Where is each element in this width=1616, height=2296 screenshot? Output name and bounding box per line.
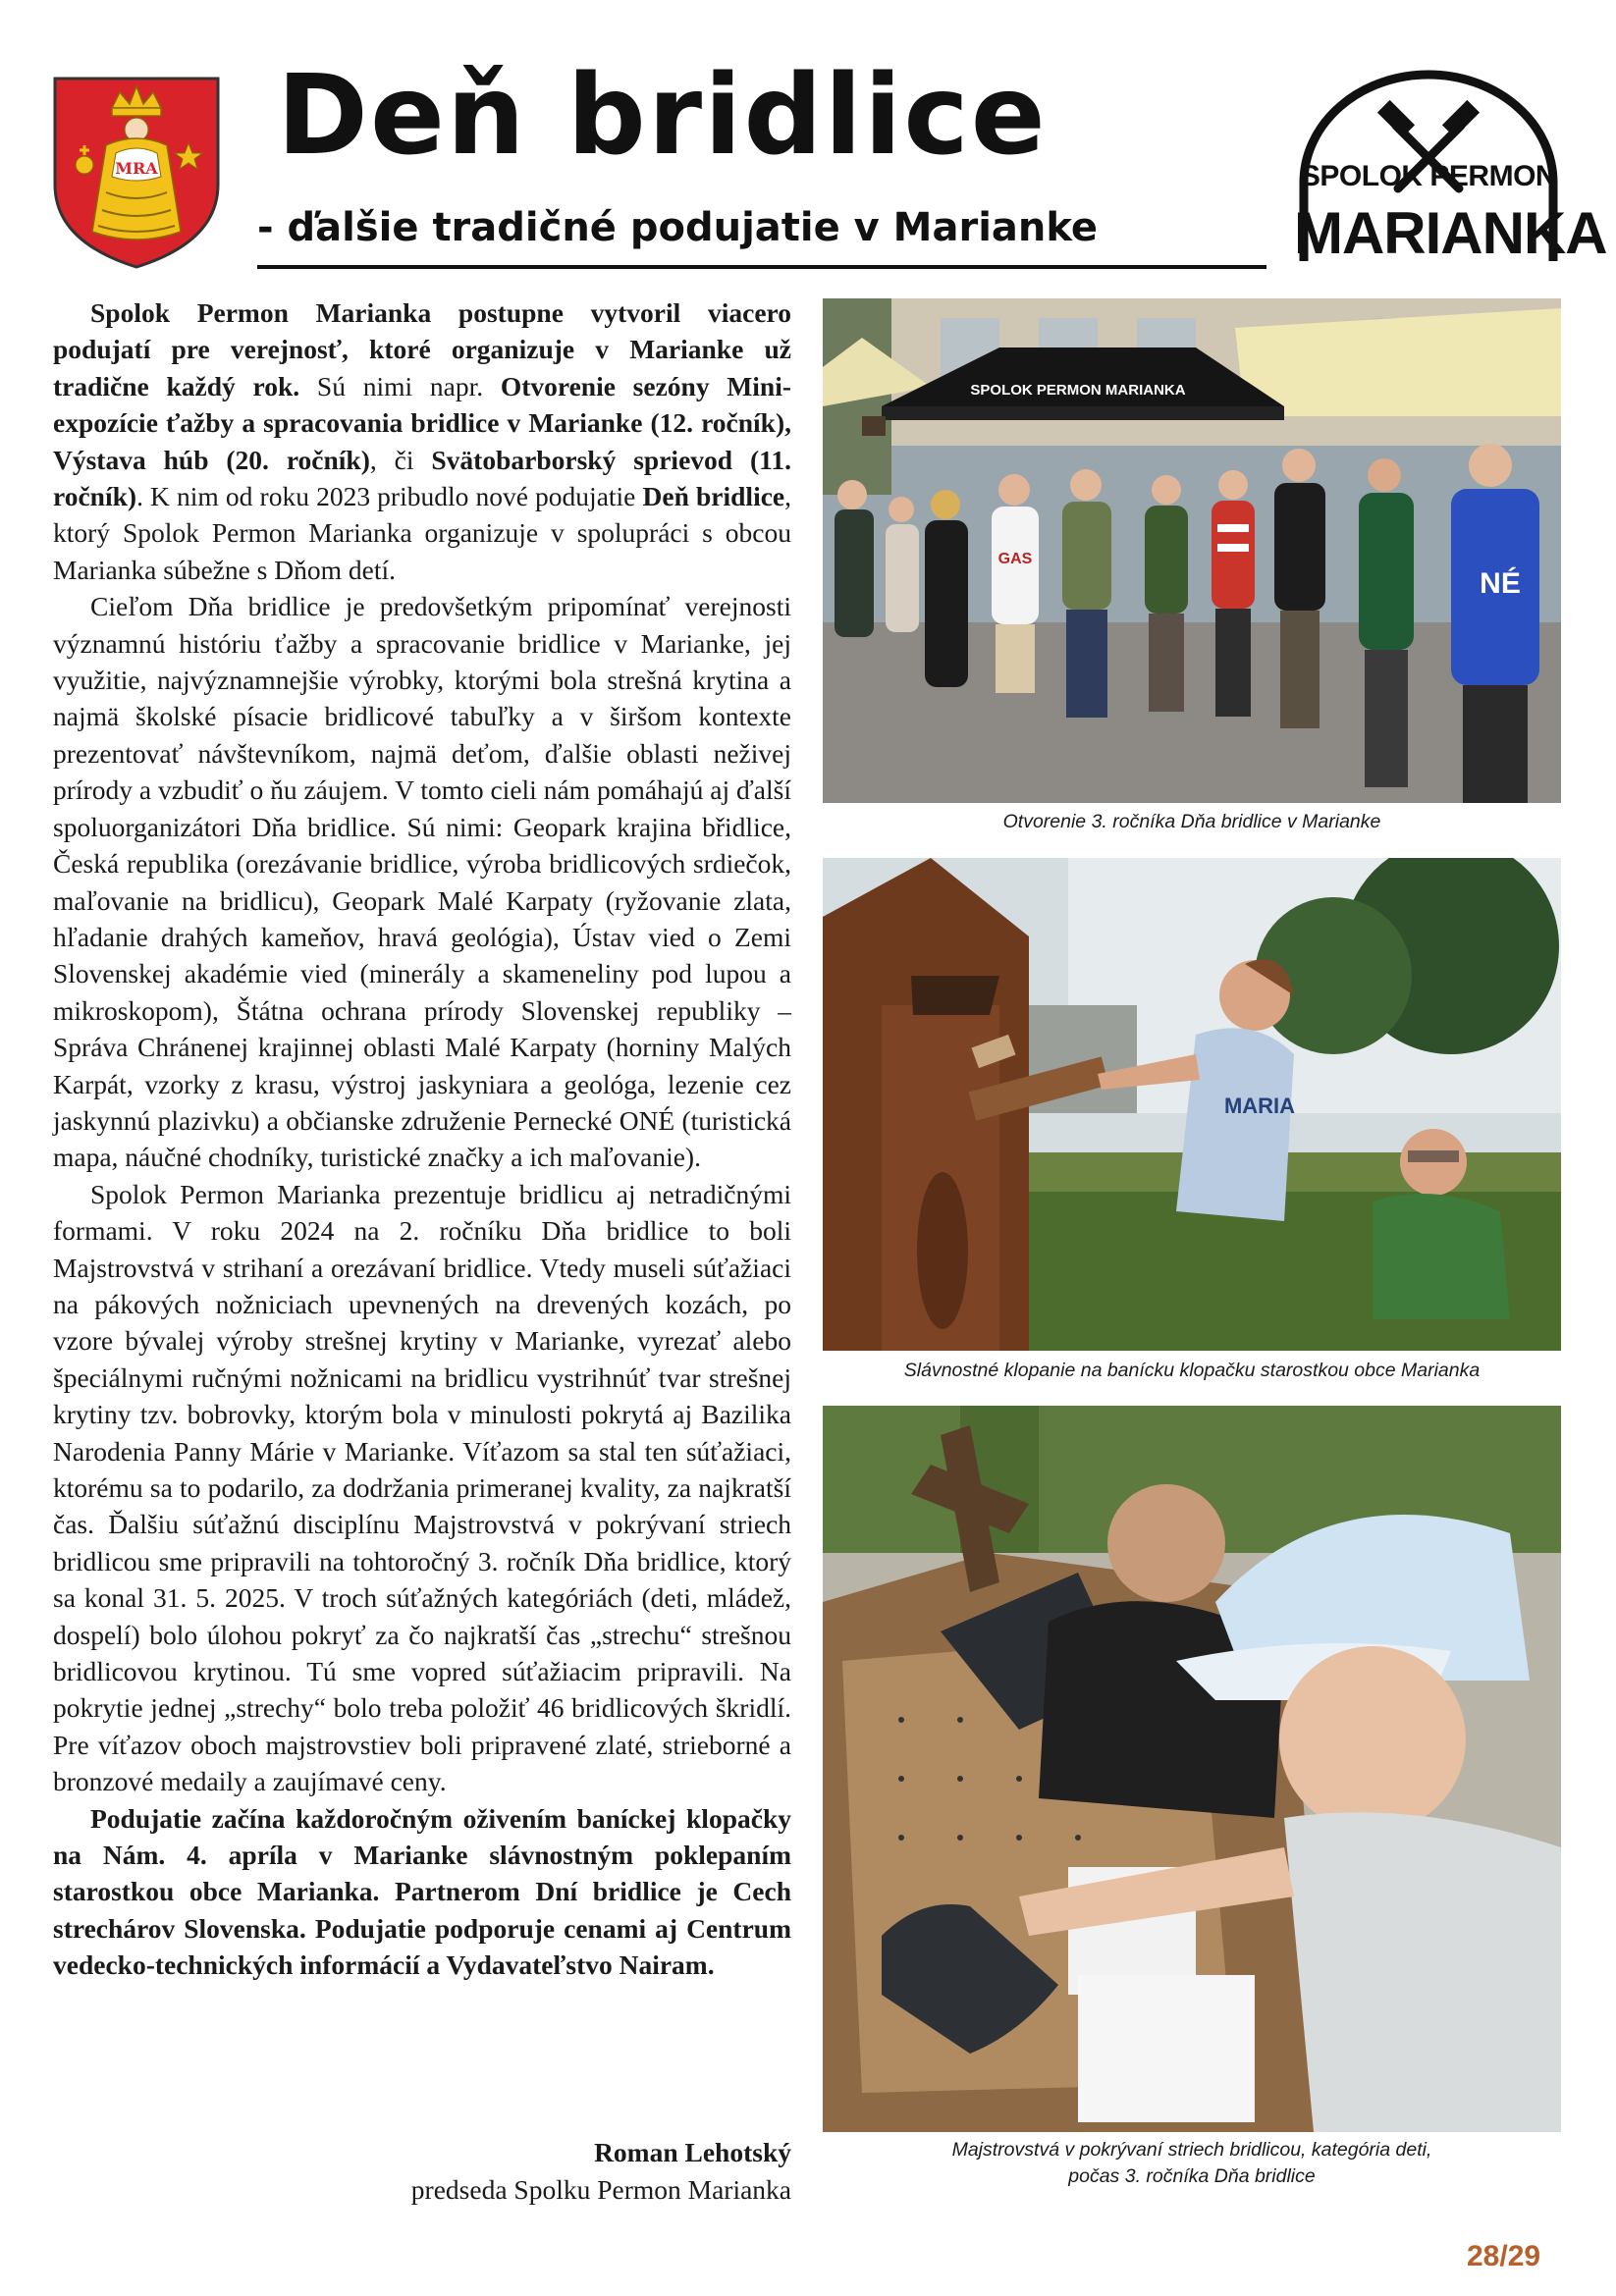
photo-caption-2: Slávnostné klopanie na banícku klopačku starostkou obce Marianka: [903, 1360, 1481, 1381]
intro-run: Deň bridlice: [642, 481, 785, 512]
article-paragraph-goals: Cieľom Dňa bridlice je predovšetkým pripomínať verejnosti významnú históriu ťažby a spracovanie bridlice v Marianke, jej využitie, najvýznamnejšie výrobky, ktorými bola strešná krytina a najmä školské písacie bridlicové tabuľky a v širšom kontexte prezentovať návštevníkom, najmä deťom, ďalšie oblasti neživej prírody a vzbudiť o ňu záujem. V tomto cieli nám pomáhajú aj ďalší spoluorganizátori Dňa bridlice. Sú nimi: Geopark krajina břidlice, Česká republika (orezávanie bridlice, výroba bridlicových srdiečok, maľovanie na bridlicu), Geopark Malé Karpaty (ryžovanie zlata, hľadanie drahých kameňov, hravá geológia), Ústav vied o Zemi Slovenskej akadémie vied (minerály a skameneliny pod lupou a mikroskopom), Štátna ochrana prírody Slovenskej republiky – Správa Chránenej krajinnej oblasti Malé Karpaty (horniny Malých Karpát, vzorky z krasu, výstroj jaskyniara a geológa, lezenie cez jaskynnú plazivku) a občianske združenie Pernecké ONÉ (turistická mapa, náučné chodníky, turistické značky a ich maľovanie).: [53, 591, 791, 1173]
article-body: [53, 294, 791, 1984]
intro-run: Sú nimi napr.: [299, 370, 501, 401]
shirt-text-maria: MARIA: [1223, 1094, 1296, 1118]
author-role: predseda Spolku Permon Marianka: [410, 2174, 791, 2205]
marianka-coat-of-arms: [51, 75, 222, 271]
intro-run: Svätobarborský sprievod (11. ročník): [53, 444, 791, 512]
photo-caption-1: Otvorenie 3. ročníka Dňa bridlice v Marianke: [1002, 811, 1381, 832]
photo-ceremonial-knocking: [823, 858, 1561, 1351]
signature: [53, 2134, 791, 2209]
shirt-text-ne: NÉ: [1480, 567, 1521, 600]
photo-opening-ceremony: [823, 298, 1561, 803]
tent-banner-text: SPOLOK PERMON MARIANKA: [970, 382, 1186, 399]
shirt-text-gas: GAS: [997, 551, 1033, 567]
page-number: 28/29: [1467, 2240, 1541, 2272]
intro-run: , ktorý Spolok Permon Marianka organizuje v spolupráci s obcou Marianka súbežne s Dňom detí.: [53, 481, 791, 585]
intro-run: . K nim od roku 2023 pribudlo nové podujatie: [136, 481, 643, 512]
article-paragraph-partners: Podujatie začína každoročným oživením baníckej klopačky na Nám. 4. apríla v Marianke slávnostným poklepaním starostkou obce Marianka. Partnerom Dní bridlice je Cech strechárov Slovenska. Podujatie podporuje cenami aj Centrum vedecko-technických informácií a Vydavateľstvo Nairam.: [53, 1802, 791, 1981]
crest-lettering: MRA: [115, 159, 158, 178]
photo-caption-3-line1: Majstrovstvá v pokrývaní striech bridlicou, kategória deti,: [951, 2139, 1432, 2161]
photo-roofing-championship: [823, 1406, 1561, 2132]
intro-run: Spolok Permon Marianka postupne vytvoril viacero podujatí pre verejnosť, ktoré organizuje v Marianke už tradične každý rok.: [53, 297, 791, 401]
article-paragraph-intro: [53, 294, 791, 588]
intro-run: Otvorenie sezóny Mini-expozície ťažby a spracovania bridlice v Marianke (12. ročník), Výstava húb (20. ročník): [53, 370, 792, 475]
logo-text-top: SPOLOK PERMON: [1300, 160, 1557, 192]
article-paragraph-championships: Spolok Permon Marianka prezentuje bridlicu aj netradičnými formami. V roku 2024 na 2. ročníku Dňa bridlice to boli Majstrovstvá v strihaní a orezávaní bridlice. Vtedy museli súťažiaci na pákových nožniciach upevnených na drevených kozách, po vzore bývalej výroby strešnej krytiny v Marianke, vyrezať alebo špeciálnymi ručnými nožnicami na bridlicu vystrihnúť tvar strešnej krytiny tzv. bobrovky, ktorým bola v minulosti pokrytá aj Bazilika Narodenia Panny Márie v Marianke. Víťazom sa stal ten súťažiaci, ktorému sa to podarilo, za dodržania primeranej kvality, za najkratší čas. Ďalšiu súťažnú disciplínu Majstrovstvá v pokrývaní striech bridlicou sme pripravili na tohtoročný 3. ročník Dňa bridlice, ktorý sa konal 31. 5. 2025. V troch súťažných kategóriách (deti, mládež, dospelí) bolo úlohou pokryť za čo najkratší čas „strechu“ strešnou bridlicovou krytinou. Tú sme vopred súťažiacim pripravili. Na pokrytie jednej „strechy“ bolo treba položiť 46 bridlicových škridlí. Pre víťazov oboch majstrovstiev boli pripravené zlaté, strieborné a bronzové medaily a zaujímavé ceny.: [53, 1178, 791, 1797]
author-name: Roman Lehotský: [594, 2137, 791, 2167]
title-underline: [257, 265, 1266, 269]
page-title: Deň bridlice: [277, 52, 1048, 180]
page-subtitle: - ďalšie tradičné podujatie v Marianke: [257, 205, 1099, 250]
photo-caption-3-line2: počas 3. ročníka Dňa bridlice: [1068, 2165, 1316, 2187]
logo-text-bottom: MARIANKA: [1294, 200, 1607, 266]
intro-run: , či: [369, 444, 432, 475]
photo-caption-3: [823, 2137, 1561, 2190]
